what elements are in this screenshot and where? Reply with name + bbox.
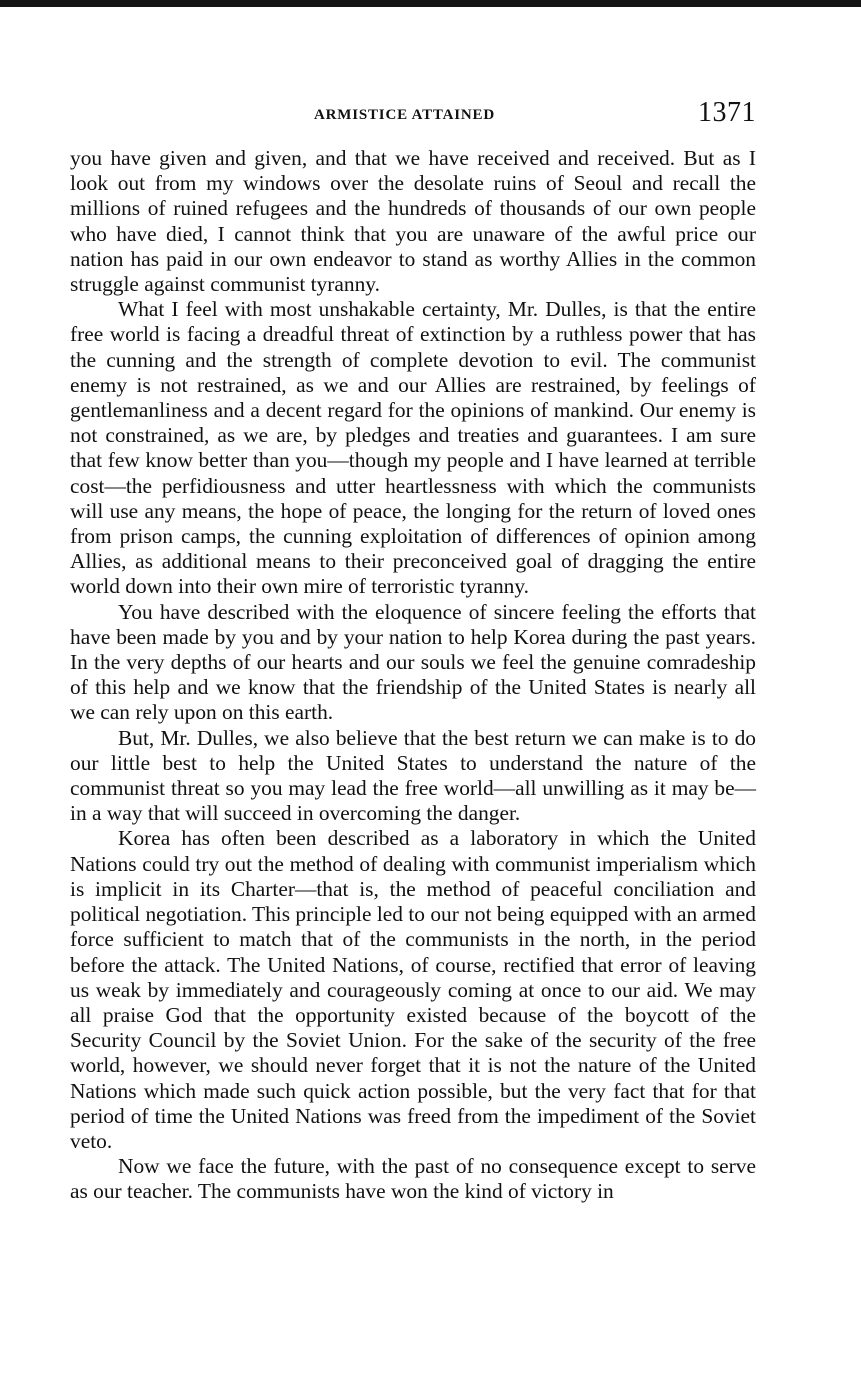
page-number: 1371 <box>698 97 756 128</box>
paragraph: But, Mr. Dulles, we also believe that the best return we can make is to do our little best to help the United States to understand the nature of the communist threat so you may lead the free world—all unwilling as it may be—in a way that will succeed in overcoming the danger. <box>70 725 756 826</box>
body-text <box>70 146 756 1205</box>
paragraph: Korea has often been described as a laboratory in which the United Nations could try out the method of dealing with communist imperialism which is implicit in its Charter—that is, the method of peaceful conciliation and political negotiation. This principle led to our not being equipped with an armed force sufficient to match that of the communists in the north, in the period before the attack. The United Nations, of course, rectified that error of leaving us weak by immediately and courageously coming at once to our aid. We may all praise God that the opportunity existed because of the boycott of the Security Council by the Soviet Union. For the sake of the security of the free world, however, we should never forget that it is not the nature of the United Nations which made such quick action possible, but the very fact that for that period of time the United Nations was freed from the impediment of the Soviet veto. <box>70 826 756 1153</box>
paragraph-continuation: you have given and given, and that we have received and received. But as I look out from my windows over the desolate ruins of Seoul and recall the millions of ruined refugees and the hundreds of thousands of our own people who have died, I cannot think that you are unaware of the awful price our nation has paid in our own endeavor to stand as worthy Allies in the common struggle against communist tyranny. <box>70 146 756 297</box>
paragraph: Now we face the future, with the past of no consequence except to serve as our teacher. The communists have won the kind of victory in <box>70 1154 756 1204</box>
running-head: ARMISTICE ATTAINED <box>314 107 495 123</box>
paragraph: You have described with the eloquence of sincere feeling the efforts that have been made by you and by your nation to help Korea during the past years. In the very depths of our hearts and our souls we feel the genuine comradeship of this help and we know that the friendship of the United States is nearly all we can rely upon on this earth. <box>70 599 756 725</box>
paragraph: What I feel with most unshakable certainty, Mr. Dulles, is that the entire free world is facing a dreadful threat of extinction by a ruthless power that has the cunning and the strength of complete devotion to evil. The communist enemy is not restrained, as we and our Allies are restrained, by feelings of gentlemanliness and a decent regard for the opinions of mankind. Our enemy is not constrained, as we are, by pledges and treaties and guarantees. I am sure that few know better than you—though my people and I have learned at terrible cost—the perfidiousness and utter heartlessness with which the communists will use any means, the hope of peace, the longing for the return of loved ones from prison camps, the cunning exploitation of differences of opinion among Allies, as additional means to their preconceived goal of dragging the entire world down into their own mire of terroristic tyranny. <box>70 297 756 599</box>
top-edge-rule <box>0 0 861 7</box>
page-header <box>70 95 756 135</box>
